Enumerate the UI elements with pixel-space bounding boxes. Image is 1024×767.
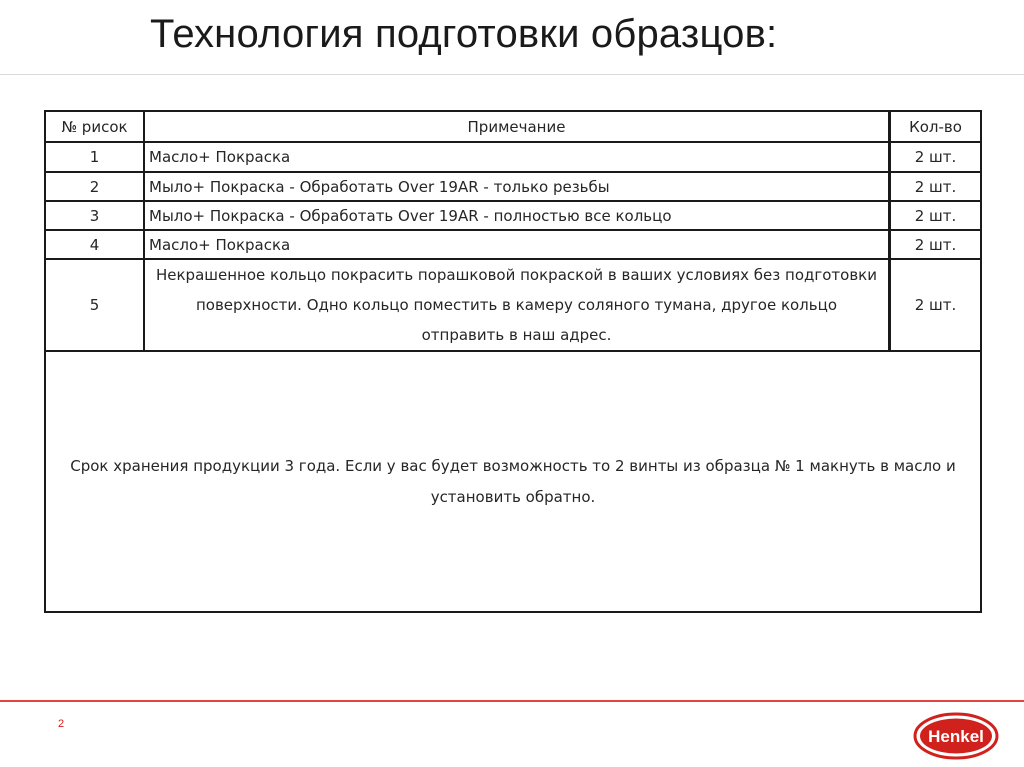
footer-divider: [0, 700, 1024, 702]
samples-table: [44, 110, 982, 613]
row-num: 5: [46, 260, 145, 350]
row-note: Некрашенное кольцо покрасить порашковой покраской в ваших условиях без подготовки поверхности. Одно кольцо поместить в камеру соляного тумана, другое кольцо отправить в наш адрес.: [145, 260, 891, 350]
henkel-logo: [913, 712, 999, 760]
row-note: Масло+ Покраска: [145, 143, 891, 171]
row-qty: 2 шт.: [914, 148, 957, 166]
row-num: 3: [46, 202, 145, 229]
header-note: Примечание: [145, 112, 891, 141]
row-qty: 2 шт.: [914, 206, 957, 225]
header-num: № рисок: [46, 112, 145, 141]
row-qty: 2 шт.: [914, 235, 957, 254]
row-qty: 2 шт.: [914, 296, 957, 314]
table-row: [46, 260, 980, 352]
row-num: 4: [46, 231, 145, 258]
slide-title: Технология подготовки образцов:: [150, 12, 778, 56]
title-divider: [0, 74, 1024, 75]
page-number: 2: [58, 718, 65, 730]
row-note: Мыло+ Покраска - Обработать Over 19AR - полностью все кольцо: [145, 202, 891, 229]
table-row: [46, 231, 980, 260]
row-note: Масло+ Покраска: [145, 231, 891, 258]
row-qty: 2 шт.: [914, 177, 957, 196]
row-num: 1: [46, 143, 145, 171]
row-note: Мыло+ Покраска - Обработать Over 19AR - только резьбы: [145, 173, 891, 200]
row-num: 2: [46, 173, 145, 200]
storage-footnote: Срок хранения продукции 3 года. Если у вас будет возможность то 2 винты из образца № 1 макнуть в масло и установить обратно.: [70, 456, 956, 506]
table-row: [46, 173, 980, 202]
table-row: [46, 202, 980, 231]
henkel-logo-text: Henkel: [928, 727, 984, 746]
table-row: [46, 143, 980, 173]
table-header-row: [46, 112, 980, 143]
header-qty: Кол-во: [909, 117, 962, 136]
